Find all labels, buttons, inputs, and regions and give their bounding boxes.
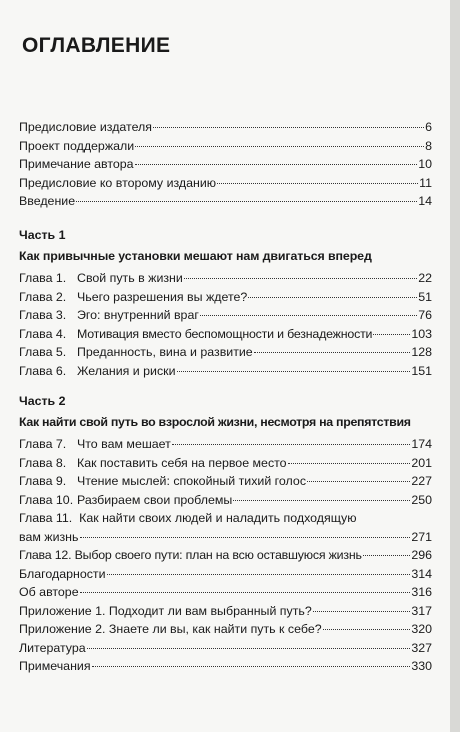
toc-entry: Примечание автора 10 [19, 157, 432, 171]
toc-entry: Приложение 1. Подходит ли вам выбранный путь? 317 [19, 603, 432, 618]
part-1 [19, 228, 432, 382]
toc-entry: Глава 9. Чтение мыслей: спокойный тихий голос 227 [19, 474, 432, 488]
toc-entry: Проект поддержали 8 [19, 138, 432, 153]
toc-entry: Глава 8. Как поставить себя на первое место 201 [19, 455, 432, 470]
part-2 [19, 394, 432, 678]
front-matter-list [19, 120, 432, 213]
toc-entry: Глава 1. Свой путь в жизни 22 [19, 271, 432, 285]
toc-entry: Благодарности 314 [19, 566, 432, 581]
toc-entry: Глава 4. Мотивация вместо беспомощности и безнадежности 103 [19, 326, 432, 341]
part-title: Часть 2 [19, 394, 66, 408]
page-title: ОГЛАВЛЕНИЕ [22, 34, 171, 57]
toc-entry: Введение 14 [19, 194, 432, 208]
toc-entry: Глава 7. Что вам мешает 174 [19, 437, 432, 451]
toc-entry-line: Глава 11. Как найти своих людей и наладить подходящую [19, 511, 357, 525]
toc-entry: вам жизнь 271 [19, 529, 432, 544]
toc-entry: Глава 10. Разбираем свои проблемы 250 [19, 492, 432, 507]
toc-entry: Глава 3. Эго: внутренний враг 76 [19, 308, 432, 322]
part-subtitle: Как привычные установки мешают нам двигаться вперед [19, 249, 372, 263]
toc-entry: Примечания 330 [19, 659, 432, 673]
toc-entry: Приложение 2. Знаете ли вы, как найти путь к себе? 320 [19, 622, 432, 636]
part-title: Часть 1 [19, 228, 66, 242]
toc-entry: Глава 2. Чьего разрешения вы ждете? 51 [19, 289, 432, 304]
page-edge [450, 0, 460, 732]
toc-entry: Об авторе 316 [19, 585, 432, 599]
toc-entry: Предисловие ко второму изданию 11 [19, 175, 432, 190]
toc-entry: Глава 5. Преданность, вина и развитие 128 [19, 345, 432, 359]
toc-entry: Предисловие издателя 6 [19, 120, 432, 134]
toc-entry: Глава 6. Желания и риски 151 [19, 363, 432, 378]
part-subtitle: Как найти свой путь во взрослой жизни, несмотря на препятствия [19, 415, 411, 429]
toc-entry: Литература 327 [19, 640, 432, 655]
toc-entry: Глава 12. Выбор своего пути: план на всю оставшуюся жизнь 296 [19, 548, 432, 562]
